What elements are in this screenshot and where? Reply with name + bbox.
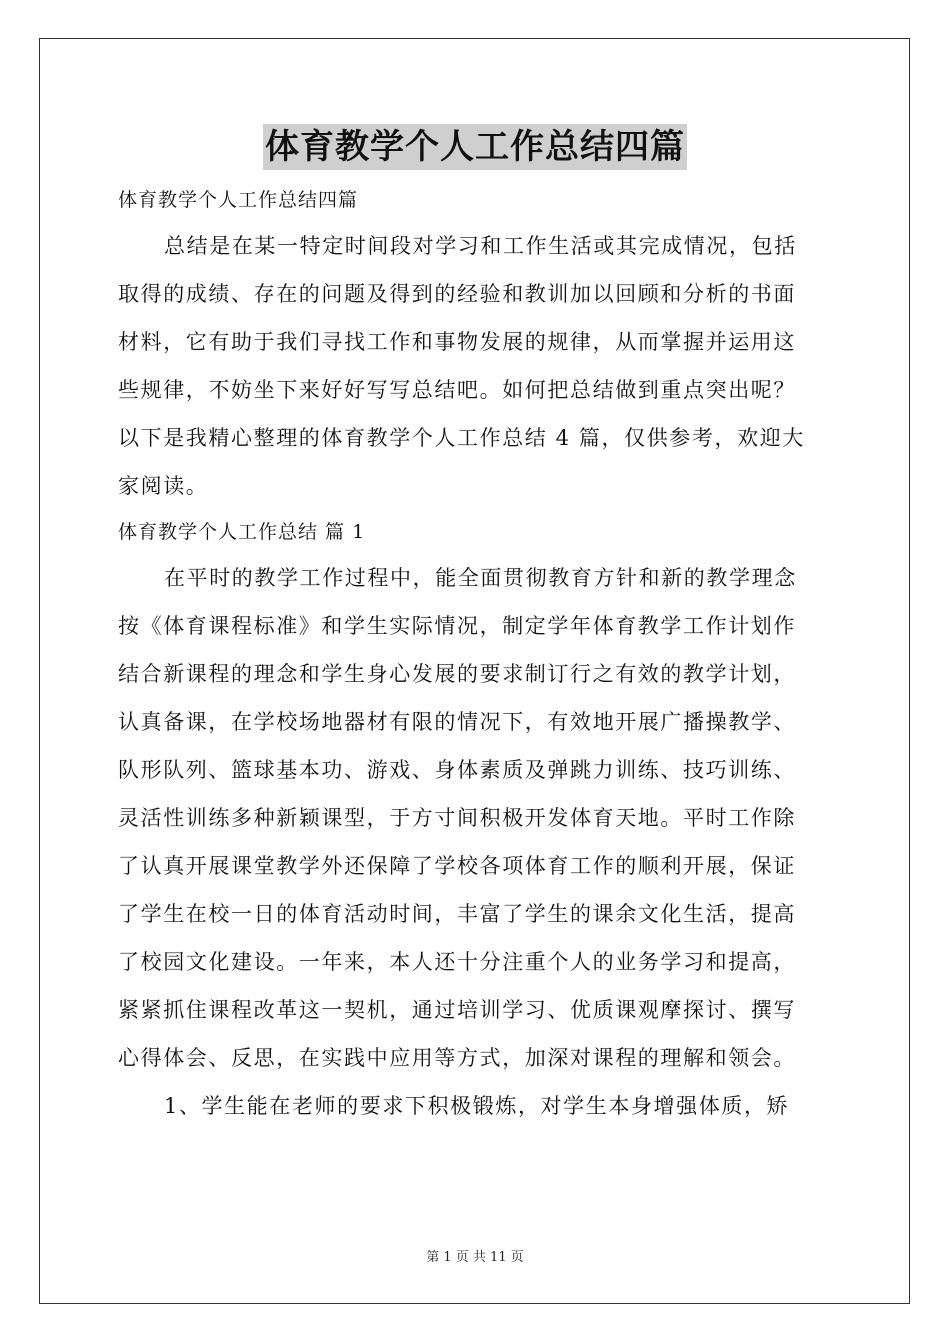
paragraph-line: 了校园文化建设。一年来，本人还十分注重个人的业务学习和提高， — [118, 950, 796, 974]
paragraph-line: 些规律，不妨坐下来好好写写总结吧。如何把总结做到重点突出呢？ — [118, 378, 796, 402]
document-body — [118, 178, 834, 1130]
document-title — [0, 124, 950, 170]
paragraph-line: 灵活性训练多种新颖课型，于方寸间积极开发体育天地。平时工作除 — [118, 806, 796, 830]
paragraph-line: 心得体会、反思，在实践中应用等方式，加深对课程的理解和领会。 — [118, 1046, 796, 1070]
section-heading: 体育教学个人工作总结 篇 1 — [118, 521, 366, 543]
paragraph-line: 认真备课，在学校场地器材有限的情况下，有效地开展广播操教学、 — [118, 710, 796, 734]
paragraph-line: 结合新课程的理念和学生身心发展的要求制订行之有效的教学计划， — [118, 662, 796, 686]
page-number-footer: 第 1 页 共 11 页 — [426, 1250, 524, 1265]
document-title-text: 体育教学个人工作总结四篇 — [263, 124, 687, 170]
document-subtitle: 体育教学个人工作总结四篇 — [118, 189, 359, 211]
paragraph-line: 总结是在某一特定时间段对学习和工作生活或其完成情况，包括 — [164, 234, 797, 258]
paragraph-line: 材料，它有助于我们寻找工作和事物发展的规律，从而掌握并运用这 — [118, 330, 796, 354]
paragraph-line: 了学生在校一日的体育活动时间，丰富了学生的课余文化生活，提高 — [118, 902, 796, 926]
intro-paragraph — [118, 222, 834, 510]
list-item: 1、学生能在老师的要求下积极锻炼，对学生本身增强体质，矫 — [164, 1094, 790, 1118]
paragraph-line: 以下是我精心整理的体育教学个人工作总结 4 篇，仅供参考，欢迎大 — [118, 426, 805, 450]
paragraph-line: 队形队列、篮球基本功、游戏、身体素质及弹跳力训练、技巧训练、 — [118, 758, 796, 782]
paragraph-line: 按《体育课程标准》和学生实际情况，制定学年体育教学工作计划作 — [118, 614, 796, 638]
paragraph-line: 家阅读。 — [118, 474, 209, 498]
paragraph-line: 紧紧抓住课程改革这一契机，通过培训学习、优质课观摩探讨、撰写 — [118, 998, 796, 1022]
paragraph-line: 取得的成绩、存在的问题及得到的经验和教训加以回顾和分析的书面 — [118, 282, 796, 306]
section-paragraph — [118, 554, 834, 1082]
paragraph-line: 了认真开展课堂教学外还保障了学校各项体育工作的顺利开展，保证 — [118, 854, 796, 878]
paragraph-line: 在平时的教学工作过程中，能全面贯彻教育方针和新的教学理念 — [164, 566, 797, 590]
